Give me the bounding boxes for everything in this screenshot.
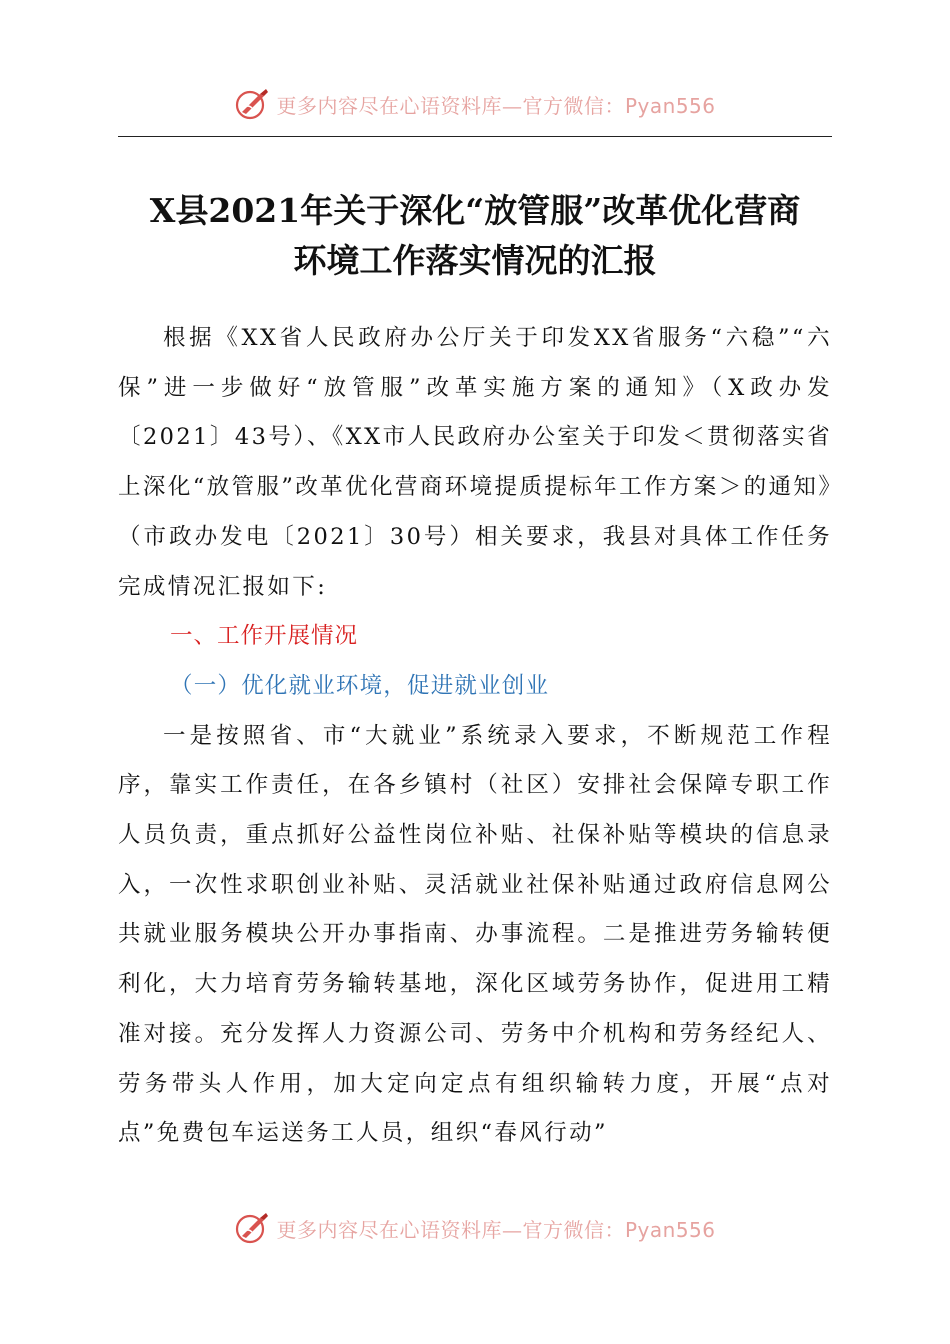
- title-line-1: X县2021年关于深化“放管服”改革优化营商: [149, 191, 801, 230]
- body-paragraph: 一是按照省、市“大就业”系统录入要求，不断规范工作程序，靠实工作责任，在各乡镇村（社区）安排社会保障专职工作人员负责，重点抓好公益性岗位补贴、社保补贴等模块的信息录入，一次性求职创业补贴、灵活就业社保补贴通过政府信息网公共就业服务模块公开办事指南、办事流程。二是推进劳务输转便利化，大力培育劳务输转基地，深化区域劳务协作，促进用工精准对接。充分发挥人力资源公司、劳务中介机构和劳务经纪人、劳务带头人作用，加大定向定点有组织输转力度，开展“点对点”免费包车运送务工人员，组织“春风行动”: [118, 722, 832, 1147]
- header-watermark: [0, 84, 950, 124]
- watermark-text: 更多内容尽在心语资料库—官方微信：Pyan556: [276, 93, 716, 118]
- intro-paragraph: 根据《XX省人民政府办公厅关于印发XX省服务“六稳”“六保”进一步做好“放管服”改革实施方案的通知》（X政办发〔2021〕43号）、《XX市人民政府办公室关于印发＜贯彻落实省上深化“放管服”改革优化营商环境提质提标年工作方案＞的通知》（市政办发电〔2021〕30号）相关要求，我县对具体工作任务完成情况汇报如下:: [118, 325, 832, 600]
- watermark-text: 更多内容尽在心语资料库—官方微信：Pyan556: [276, 1217, 716, 1242]
- header-divider: [118, 136, 832, 137]
- pen-logo-icon: [234, 1210, 270, 1246]
- section-heading: 一、工作开展情况: [170, 623, 359, 650]
- footer-watermark: [0, 1208, 950, 1248]
- subsection-heading: （一）优化就业环境，促进就业创业: [170, 672, 550, 699]
- document-body: [118, 314, 832, 1159]
- title-line-2: 环境工作落实情况的汇报: [293, 241, 657, 280]
- pen-logo-icon: [234, 86, 270, 122]
- document-title: [100, 186, 850, 286]
